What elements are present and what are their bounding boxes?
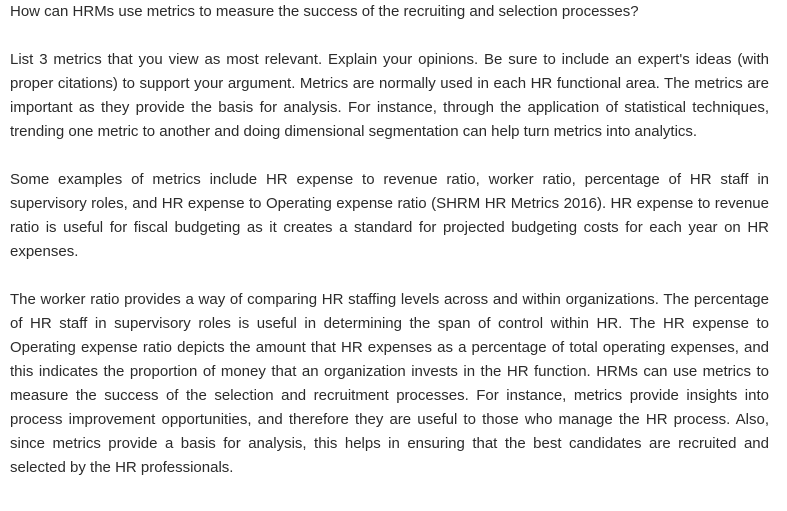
paragraph-instructions: List 3 metrics that you view as most relevant. Explain your opinions. Be sure to include an expert's ideas (with proper citations) to support your argument. Metrics are normally used in each HR functional area. The metrics are important as they provide the basis for analysis. For instance, through the application of statistical techniques, trending one metric to another and doing dimensional segmentation can help turn metrics into analytics. <box>10 51 769 140</box>
paragraph-metric-explanations: The worker ratio provides a way of comparing HR staffing levels across and within organizations. The percentage of HR staff in supervisory roles is useful in determining the span of control within HR. The HR expense to Operating expense ratio depicts the amount that HR expenses as a percentage of total operating expenses, and this indicates the proportion of money that an organization invests in the HR function. HRMs can use metrics to measure the success of the selection and recruitment processes. For instance, metrics provide insights into process improvement opportunities, and therefore they are useful to those who manage the HR process. Also, since metrics provide a basis for analysis, this helps in ensuring that the best candidates are recruited and selected by the HR professionals. <box>10 291 769 476</box>
question-heading: How can HRMs use metrics to measure the success of the recruiting and selection processes? <box>10 3 639 20</box>
paragraph-metric-examples: Some examples of metrics include HR expense to revenue ratio, worker ratio, percentage of HR staff in supervisory roles, and HR expense to Operating expense ratio (SHRM HR Metrics 2016). HR expense to revenue ratio is useful for fiscal budgeting as it creates a standard for projected budgeting costs for each year on HR expenses. <box>10 171 769 260</box>
